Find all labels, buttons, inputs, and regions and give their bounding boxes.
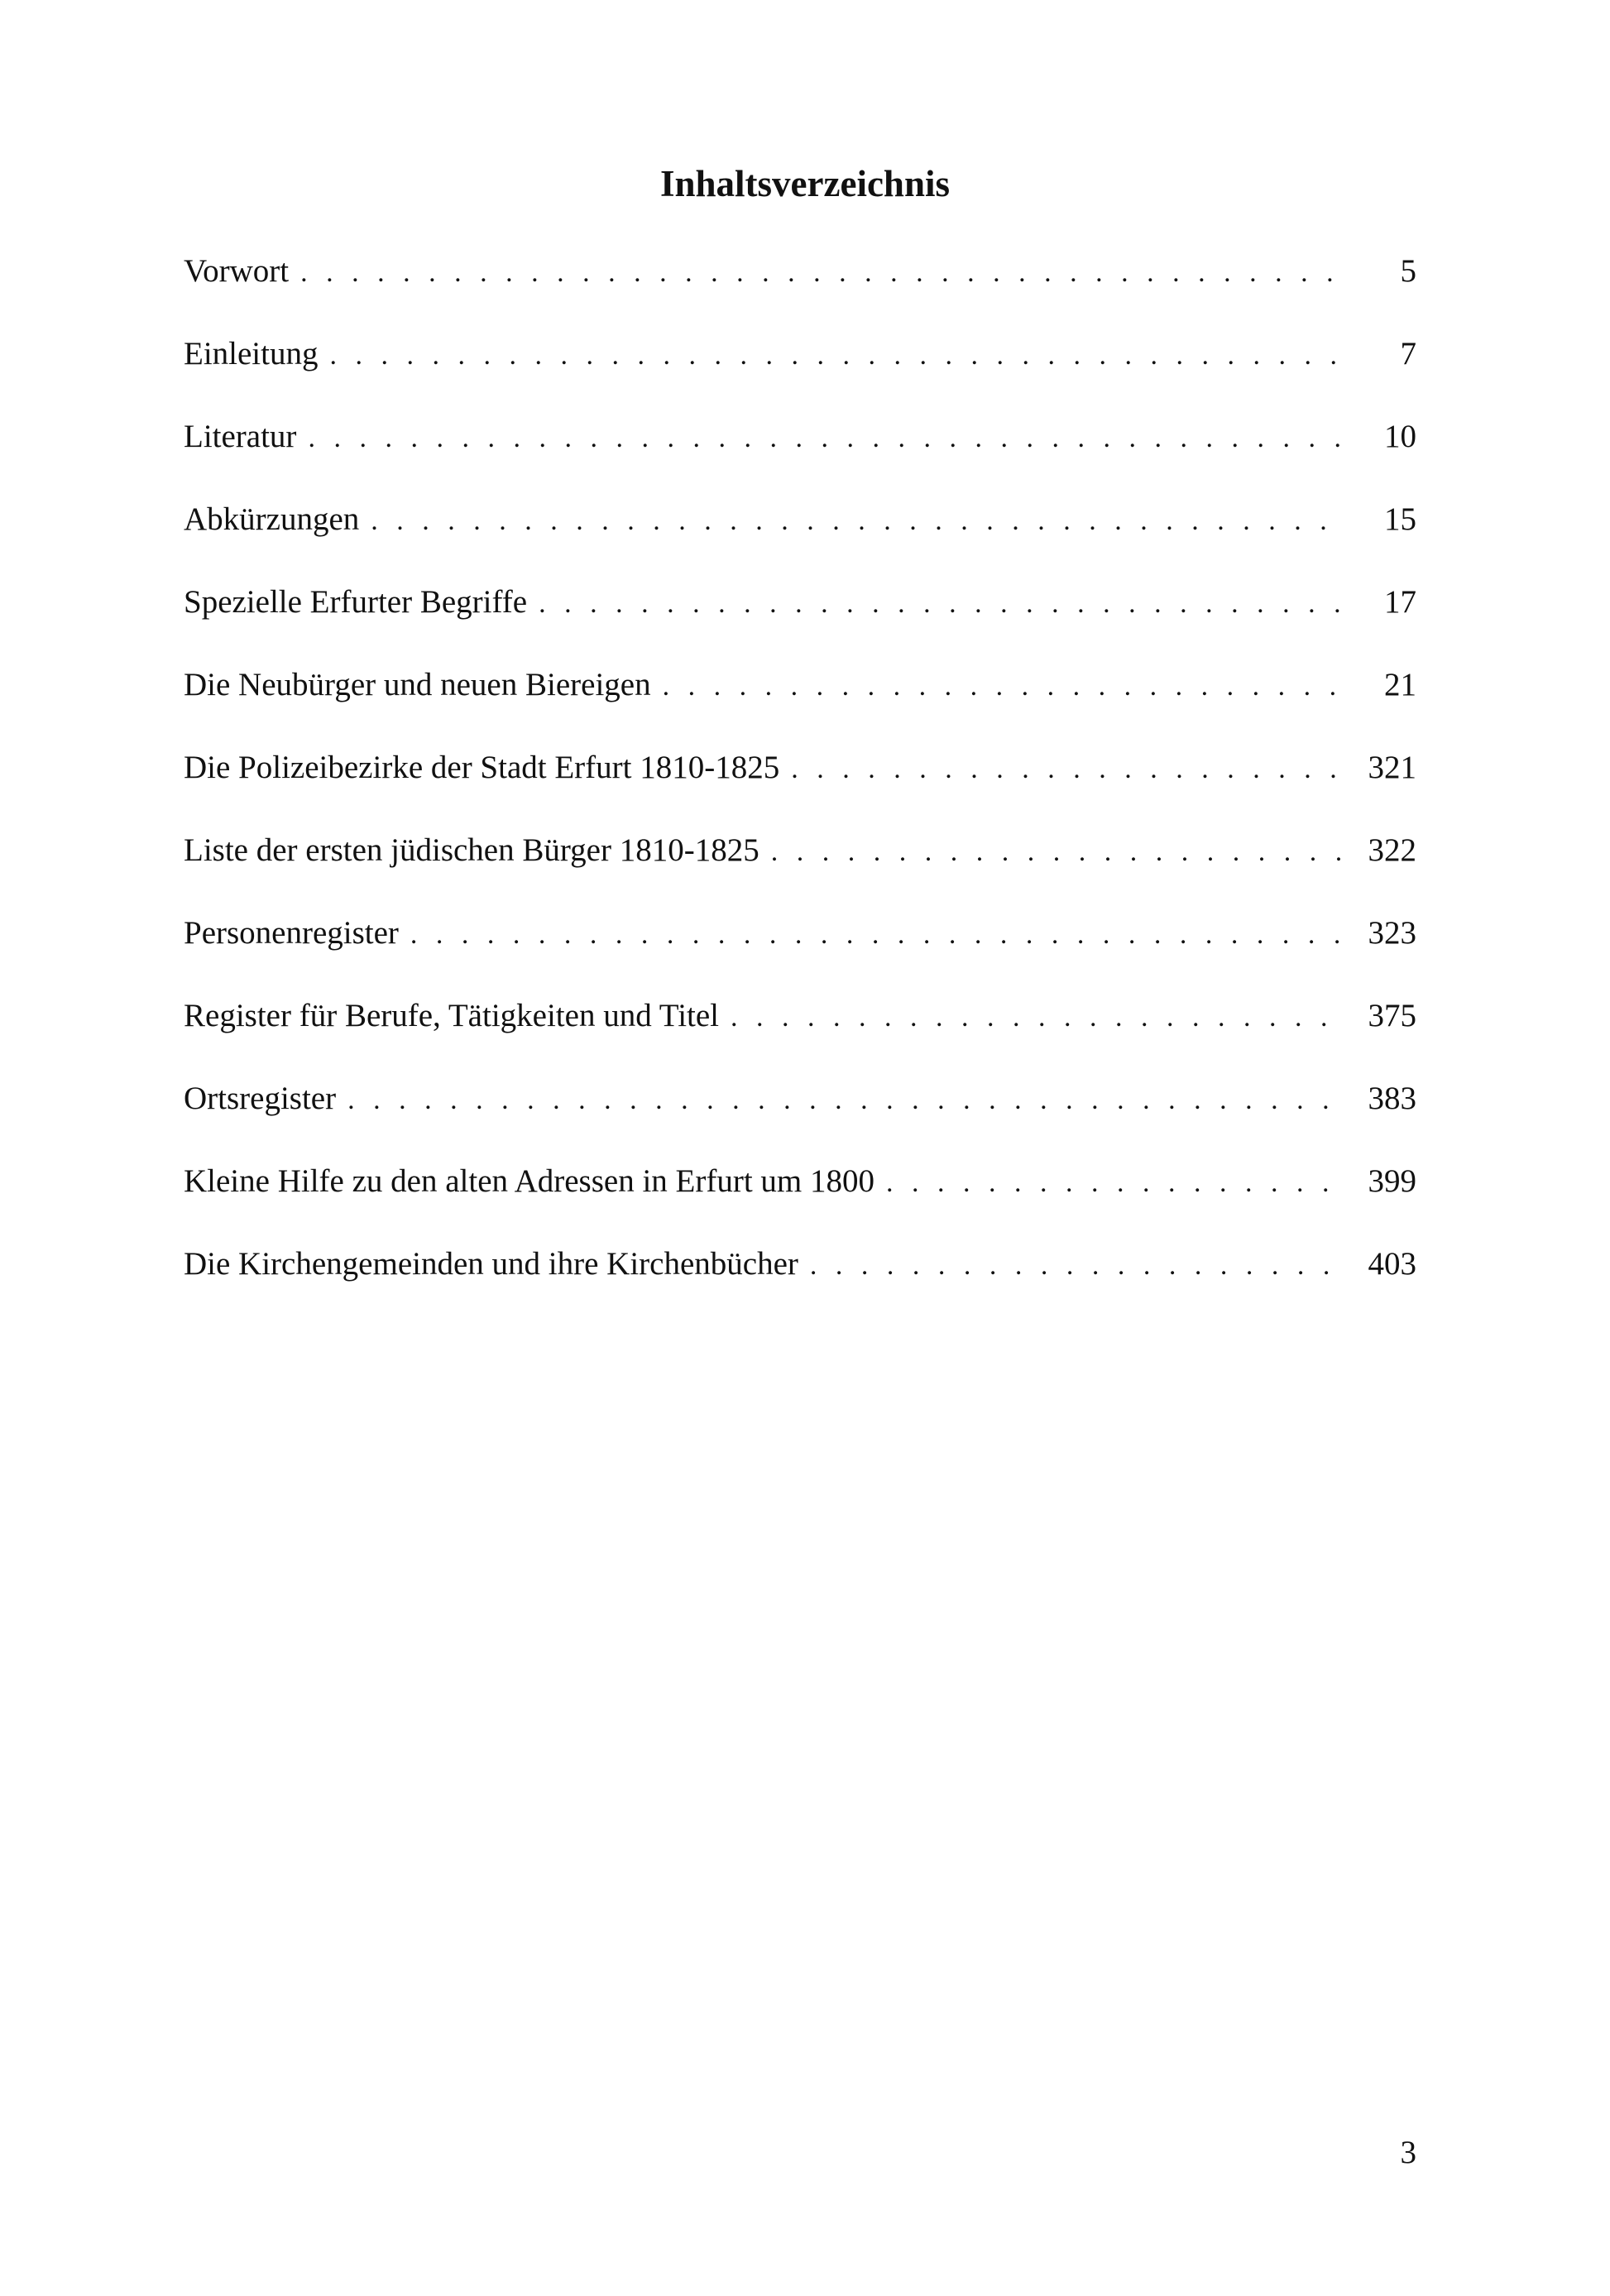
toc-entry-juedische-buerger (184, 826, 1416, 908)
toc-entry-page: 323 (1368, 915, 1416, 951)
toc-entry-adressen (184, 1157, 1416, 1239)
toc-entry-label: Literatur (184, 419, 297, 454)
toc-list (184, 247, 1416, 1322)
dot-leader (308, 414, 1340, 463)
dot-leader (886, 1158, 1340, 1208)
toc-entry-page: 322 (1368, 832, 1416, 868)
toc-entry-page: 403 (1368, 1246, 1416, 1282)
toc-entry-polizeibezirke (184, 743, 1416, 826)
toc-entry-page: 17 (1384, 584, 1416, 620)
toc-entry-personenregister (184, 908, 1416, 991)
toc-entry-abkuerzungen (184, 495, 1416, 578)
toc-entry-berufe (184, 991, 1416, 1074)
dot-leader (539, 579, 1340, 629)
dot-leader (810, 1241, 1340, 1291)
toc-entry-literatur (184, 412, 1416, 495)
toc-entry-page: 383 (1368, 1081, 1416, 1116)
toc-entry-page: 321 (1368, 750, 1416, 785)
dot-leader (300, 248, 1340, 298)
toc-entry-page: 375 (1368, 998, 1416, 1033)
toc-entry-label: Kleine Hilfe zu den alten Adressen in Erfurt um 1800 (184, 1163, 875, 1199)
toc-entry-label: Die Kirchengemeinden und ihre Kirchenbücher (184, 1246, 798, 1282)
toc-entry-label: Die Neubürger und neuen Biereigen (184, 667, 651, 702)
dot-leader (771, 827, 1340, 877)
toc-entry-page: 21 (1384, 667, 1416, 702)
toc-entry-label: Vorwort (184, 253, 290, 289)
toc-entry-page: 399 (1368, 1163, 1416, 1199)
dot-leader (791, 745, 1340, 794)
dot-leader (731, 993, 1340, 1043)
dot-leader (371, 496, 1340, 546)
toc-entry-begriffe (184, 578, 1416, 660)
toc-entry-label: Die Polizeibezirke der Stadt Erfurt 1810-1825 (184, 750, 780, 785)
toc-title: Inhaltsverzeichnis (659, 163, 950, 204)
toc-entry-label: Liste der ersten jüdischen Bürger 1810-1825 (184, 832, 759, 868)
toc-entry-label: Personenregister (184, 915, 399, 951)
toc-entry-page: 10 (1384, 419, 1416, 454)
toc-entry-vorwort (184, 247, 1416, 329)
dot-leader (410, 910, 1340, 960)
toc-entry-einleitung (184, 329, 1416, 412)
toc-entry-label: Ortsregister (184, 1081, 337, 1116)
toc-entry-label: Register für Berufe, Tätigkeiten und Titel (184, 998, 720, 1033)
dot-leader (347, 1076, 1340, 1125)
toc-entry-label: Abkürzungen (184, 501, 360, 537)
toc-entry-neubuerger (184, 660, 1416, 743)
toc-entry-label: Einleitung (184, 336, 319, 371)
toc-entry-page: 15 (1384, 501, 1416, 537)
toc-entry-page: 5 (1400, 253, 1416, 289)
dot-leader (663, 662, 1340, 712)
toc-entry-label: Spezielle Erfurter Begriffe (184, 584, 528, 620)
toc-entry-kirchengemeinden (184, 1239, 1416, 1322)
toc-entry-ortsregister (184, 1074, 1416, 1157)
dot-leader (329, 331, 1340, 381)
page-number: 3 (1400, 2135, 1416, 2170)
toc-entry-page: 7 (1400, 336, 1416, 371)
